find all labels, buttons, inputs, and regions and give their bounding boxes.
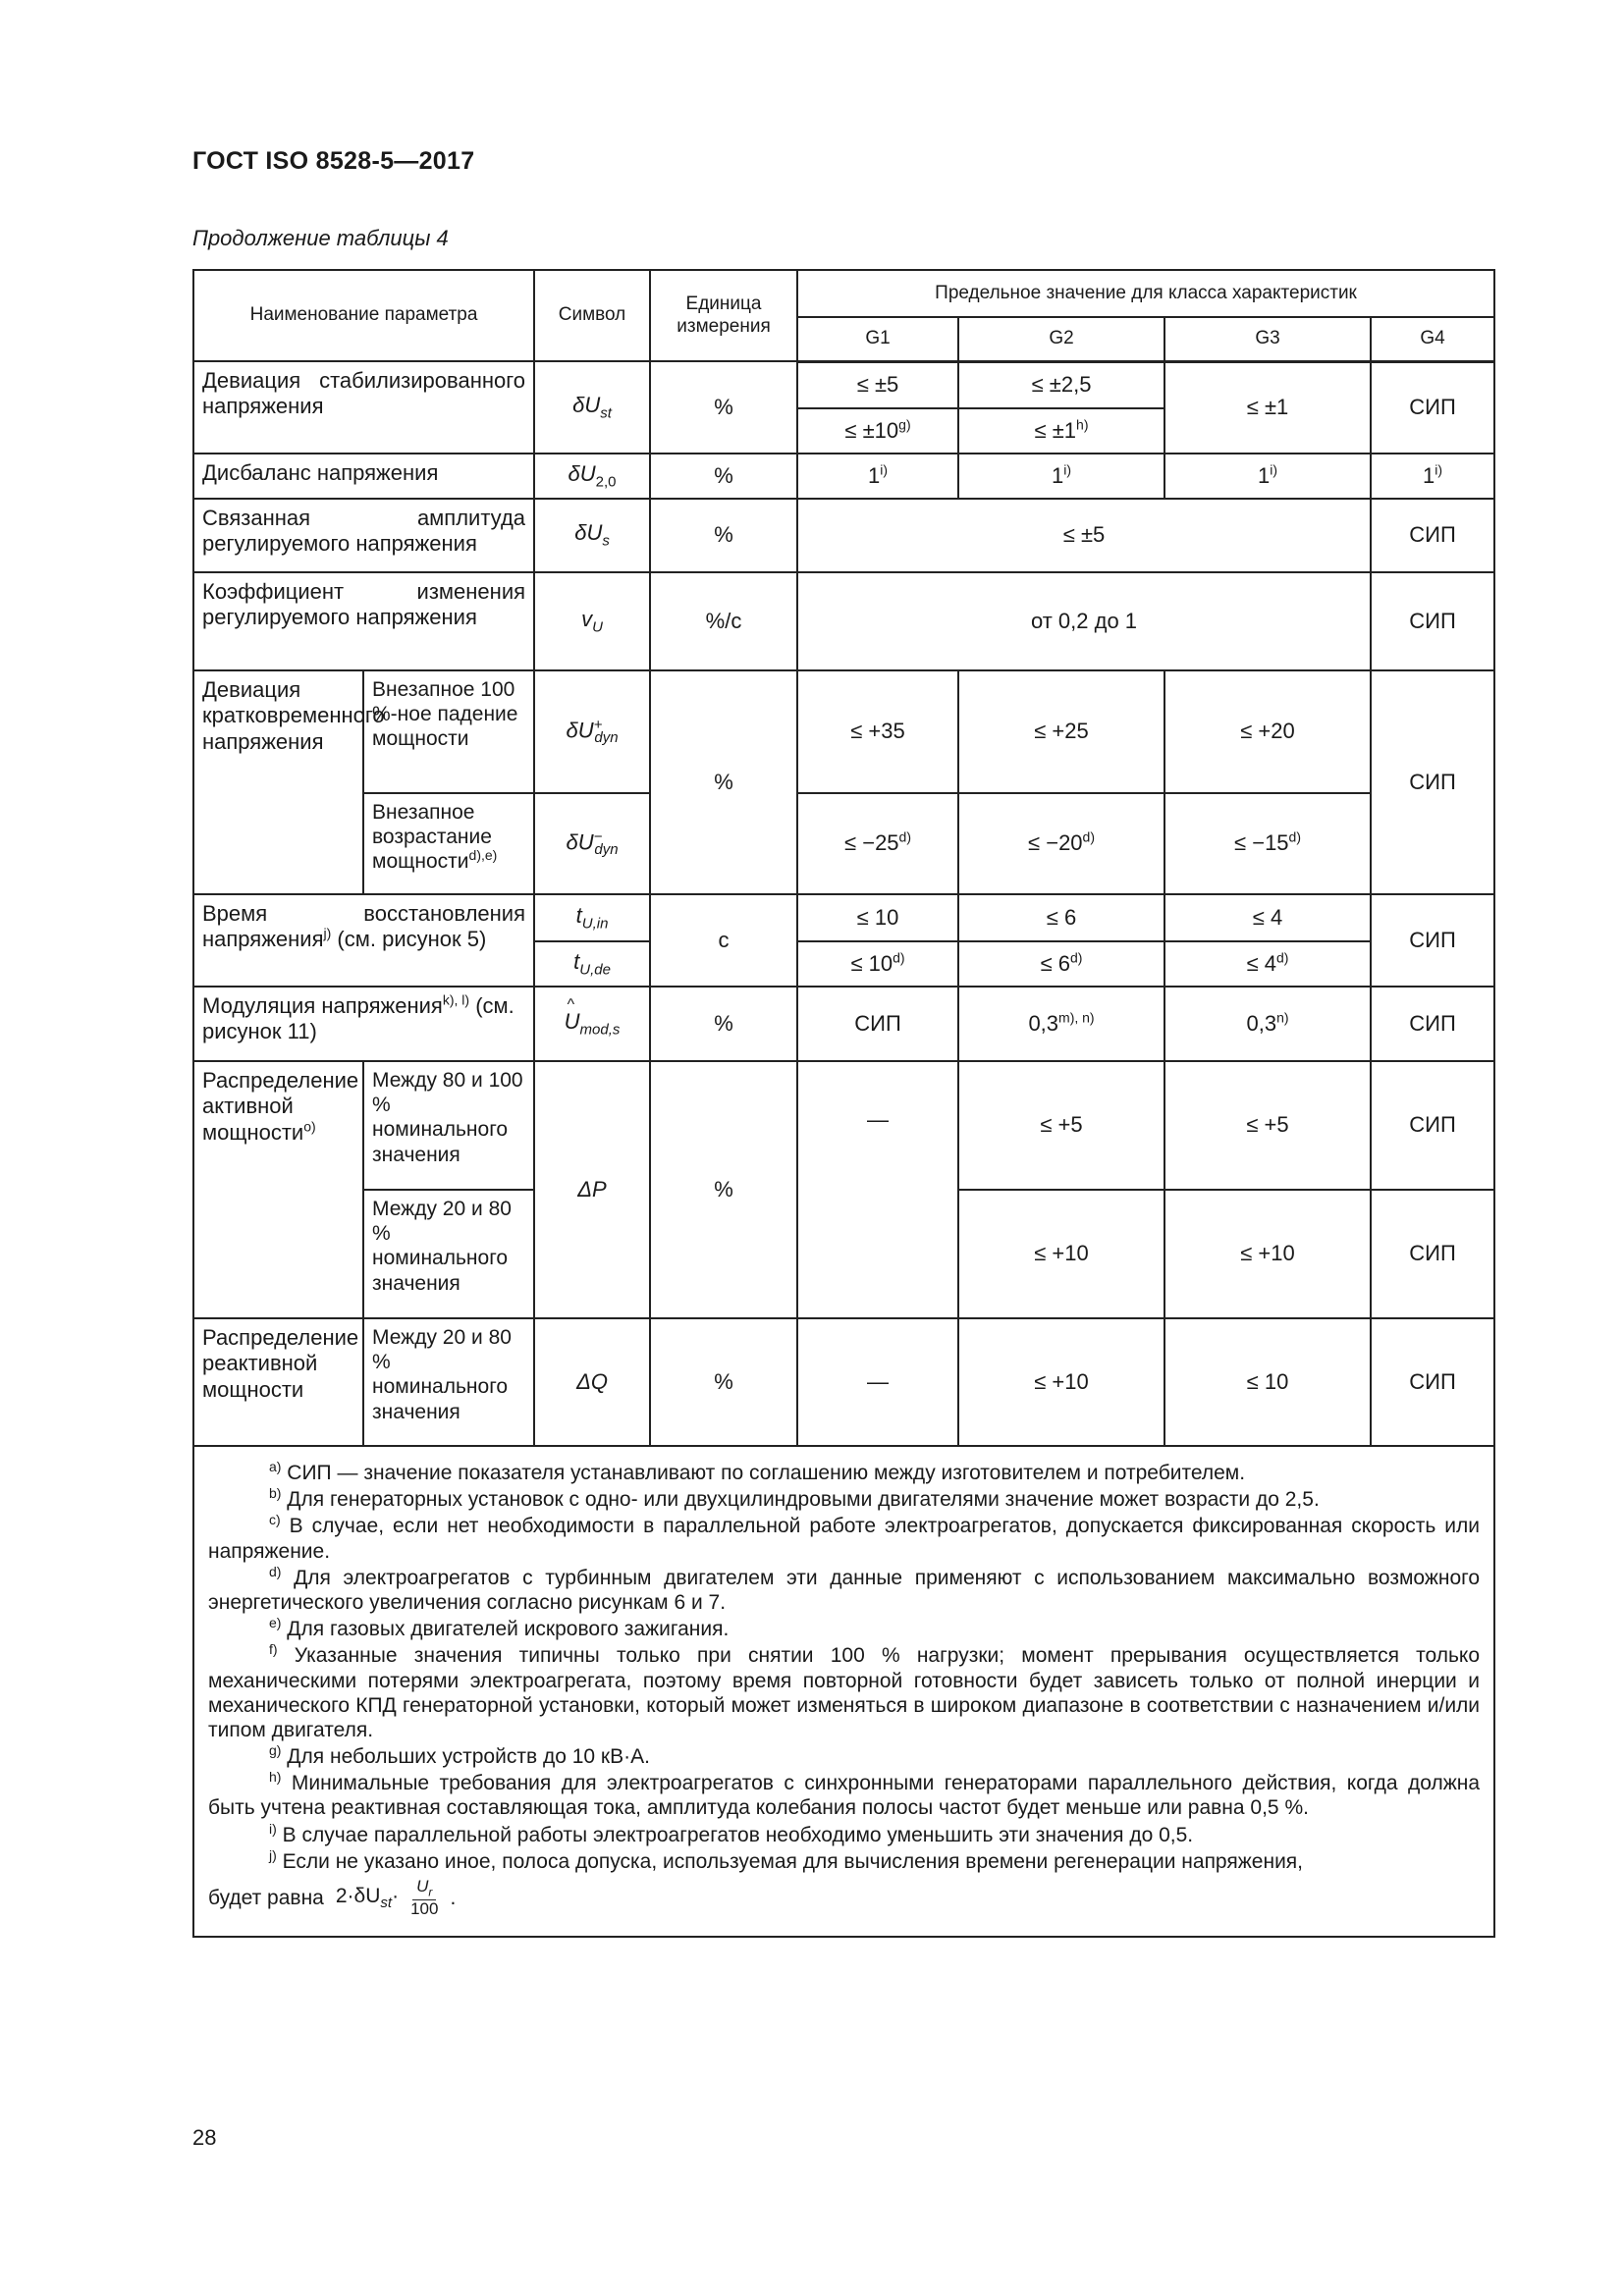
value-g1: ≤ +35 bbox=[797, 670, 958, 793]
value-g1-g3: от 0,2 до 1 bbox=[797, 572, 1371, 670]
footnote: $^{i)}$ В случае параллельной работы электроагрегатов необходимо уменьшить эти значения до 0,5. bbox=[269, 1820, 1194, 1846]
value-g2: ≤ +10 bbox=[958, 1318, 1164, 1446]
footnote: $^{e)}$ Для газовых двигателей искрового зажигания. bbox=[269, 1615, 730, 1641]
document-header: ГОСТ ISO 8528-5—2017 bbox=[192, 147, 475, 175]
value-g1-g3: ≤ ±5 bbox=[797, 499, 1371, 572]
param-unit: %/с bbox=[650, 572, 797, 670]
param-subname: Между 80 и 100 % номинального значения bbox=[363, 1061, 534, 1190]
footnote: $^{c)}$ В случае, если нет необходимости в параллельной работе электроагрегатов, допускается фиксированная скорость или напряжение. bbox=[208, 1512, 1481, 1563]
header-limit: Предельное значение для класса характеристик bbox=[797, 270, 1494, 317]
value-g2: 1$^{i)}$ bbox=[958, 454, 1164, 499]
param-name: Девиация стабилизированного напряжения bbox=[193, 361, 534, 454]
param-unit: % bbox=[650, 670, 797, 894]
table-row bbox=[193, 894, 1494, 941]
page-number: 28 bbox=[192, 2125, 217, 2150]
value-g3: 1$^{i)}$ bbox=[1164, 454, 1371, 499]
tolerance-formula: будет равна $2\cdot\delta U_{st}\cdot$ $\frac{U_r}{100}$ . bbox=[208, 1877, 457, 1918]
header-class-g1: G1 bbox=[797, 317, 958, 361]
value-g1: 1$^{i)}$ bbox=[797, 454, 958, 499]
value-g2-alt: ≤ $\pm 1^{h)}$ bbox=[958, 408, 1164, 454]
table-row bbox=[193, 1061, 1494, 1190]
value-g2: ≤ +5 bbox=[958, 1061, 1164, 1190]
value-g1: ≤ 10 bbox=[797, 894, 958, 941]
footnote: $^{d)}$ Для электроагрегатов с турбинным двигателем эти данные применяют с использованием максимально возможного энергетического увеличения согласно рисункам 6 и 7. bbox=[208, 1563, 1481, 1614]
value-g3: ≤ 4 bbox=[1164, 894, 1371, 941]
footnote: $^{a)}$ СИП — значение показателя устанавливают по соглашению между изготовителем и потребителем. bbox=[269, 1459, 1246, 1484]
param-symbol: $\delta U_{2,0}$ bbox=[534, 454, 650, 499]
value-g3: ≤ +20 bbox=[1164, 670, 1371, 793]
value-g1-alt: ≤ $\pm 10^{g)}$ bbox=[797, 408, 958, 454]
param-unit: % bbox=[650, 1318, 797, 1446]
value-g1: — bbox=[797, 1318, 958, 1446]
param-name: Коэффициент изменения регулируемого напряжения bbox=[193, 572, 534, 670]
parameters-table bbox=[192, 269, 1495, 1938]
header-symbol: Символ bbox=[534, 270, 650, 361]
value-g1: ≤ ±5 bbox=[797, 361, 958, 408]
value-g4: СИП bbox=[1371, 361, 1494, 454]
value-g4: СИП bbox=[1371, 987, 1494, 1061]
value-g3: 0,3$^{n)}$ bbox=[1164, 987, 1371, 1061]
value-g1: СИП bbox=[797, 987, 958, 1061]
value-g3: ≤ 10 bbox=[1164, 1318, 1371, 1446]
value-g3: ≤ $-15^{d)}$ bbox=[1164, 793, 1371, 894]
value-g2: ≤ +25 bbox=[958, 670, 1164, 793]
value-g3: ≤ $4^{d)}$ bbox=[1164, 941, 1371, 987]
param-symbol: $t_{U,de}$ bbox=[534, 941, 650, 987]
param-name: Распределение активной мощности$^{o)}$ bbox=[193, 1061, 363, 1318]
param-subname: Между 20 и 80 % номинального значения bbox=[363, 1190, 534, 1318]
param-unit: % bbox=[650, 454, 797, 499]
table-row bbox=[193, 572, 1494, 670]
footnote: $^{j)}$ Если не указано иное, полоса допуска, используемая для вычисления времени регенерации напряжения, bbox=[269, 1846, 1304, 1873]
param-symbol: $v_U$ bbox=[534, 572, 650, 670]
param-name: Девиация кратковременного напряжения bbox=[193, 670, 363, 894]
header-class-g4: G4 bbox=[1371, 317, 1494, 361]
param-symbol: $t_{U,in}$ bbox=[534, 894, 650, 941]
param-symbol: $\delta U^-_{dyn}$ bbox=[534, 793, 650, 894]
value-g1: — bbox=[797, 1061, 958, 1318]
param-unit: % bbox=[650, 1061, 797, 1318]
table-row bbox=[193, 987, 1494, 1061]
value-g2: $0,3^{m), n)}$ bbox=[958, 987, 1164, 1061]
value-g4: 1$^{i)}$ bbox=[1371, 454, 1494, 499]
value-g4: СИП bbox=[1371, 572, 1494, 670]
value-g1: ≤ $10^{d)}$ bbox=[797, 941, 958, 987]
value-g4: СИП bbox=[1371, 894, 1494, 987]
header-unit: Единица измерения bbox=[650, 270, 797, 361]
header-class-g3: G3 bbox=[1164, 317, 1371, 361]
table-footnotes bbox=[193, 1446, 1494, 1937]
param-symbol: ΔQ bbox=[534, 1318, 650, 1446]
value-g2: ≤ $-20^{d)}$ bbox=[958, 793, 1164, 894]
footnote: $^{h)}$ Минимальные требования для электроагрегатов с синхронными генераторами параллельного действия, когда должна быть учтена реактивная составляющая тока, амплитуда колебания полосы частот будет меньше или равна 0,5 %. bbox=[208, 1769, 1481, 1820]
table-row bbox=[193, 670, 1494, 793]
param-name: Связанная амплитуда регулируемого напряжения bbox=[193, 499, 534, 572]
value-g2: ≤ ±2,5 bbox=[958, 361, 1164, 408]
value-g1: ≤ $-25^{d)}$ bbox=[797, 793, 958, 894]
table-row bbox=[193, 1318, 1494, 1446]
value-g2: ≤ 6 bbox=[958, 894, 1164, 941]
footnote: $^{b)}$ Для генераторных установок с одно- или двухцилиндровыми двигателями значение может возрасти до 2,5. bbox=[269, 1485, 1320, 1512]
header-name: Наименование параметра bbox=[193, 270, 534, 361]
value-g2: ≤ +10 bbox=[958, 1190, 1164, 1318]
param-name: Распределение реактивной мощности bbox=[193, 1318, 363, 1446]
value-g3: ≤ +5 bbox=[1164, 1061, 1371, 1190]
param-unit: % bbox=[650, 987, 797, 1061]
param-subname: Внезапное 100 %-ное падение мощности bbox=[363, 670, 534, 793]
value-g4: СИП bbox=[1371, 1190, 1494, 1318]
table-row bbox=[193, 361, 1494, 408]
param-name: Время восстановления напряжения$^{j)}$ (см. рисунок 5) bbox=[193, 894, 534, 987]
header-class-g2: G2 bbox=[958, 317, 1164, 361]
table-caption: Продолжение таблицы 4 bbox=[192, 226, 449, 250]
param-symbol: ΔP bbox=[534, 1061, 650, 1318]
value-g3: ≤ ±1 bbox=[1164, 361, 1371, 454]
table-row bbox=[193, 454, 1494, 499]
param-symbol: $\delta U^+_{dyn}$ bbox=[534, 670, 650, 793]
param-subname: Между 20 и 80 % номинального значения bbox=[363, 1318, 534, 1446]
value-g4: СИП bbox=[1371, 499, 1494, 572]
value-g2: ≤ $6^{d)}$ bbox=[958, 941, 1164, 987]
param-subname: Внезапное возрастание мощности$^{d),e)}$ bbox=[363, 793, 534, 894]
param-symbol: $\delta U_s$ bbox=[534, 499, 650, 572]
value-g4: СИП bbox=[1371, 1318, 1494, 1446]
param-symbol: ^ $U_{mod,s}$ bbox=[534, 987, 650, 1061]
footnote: $^{g)}$ Для небольших устройств до 10 кВ·А. bbox=[269, 1742, 650, 1769]
param-unit: % bbox=[650, 499, 797, 572]
footnote: $^{f)}$ Указанные значения типичны только при снятии 100 % нагрузки; момент прерывания осуществляется только механическими потерями электроагрегата, поэтому время повторной готовности будет зависеть только от полной инерции и механического КПД генераторной установки, который может изменяться в широком диапазоне в соответствии с назначением и/или типом двигателя. bbox=[208, 1641, 1481, 1741]
param-name: Модуляция напряжения$^{k), l)}$ (см. рисунок 11) bbox=[193, 987, 534, 1061]
value-g4: СИП bbox=[1371, 670, 1494, 894]
value-g3: ≤ +10 bbox=[1164, 1190, 1371, 1318]
param-name: Дисбаланс напряжения bbox=[193, 454, 534, 499]
param-unit: % bbox=[650, 361, 797, 454]
table-row bbox=[193, 499, 1494, 572]
param-symbol: $\delta U_{st}$ bbox=[534, 361, 650, 454]
value-g4: СИП bbox=[1371, 1061, 1494, 1190]
param-unit: с bbox=[650, 894, 797, 987]
